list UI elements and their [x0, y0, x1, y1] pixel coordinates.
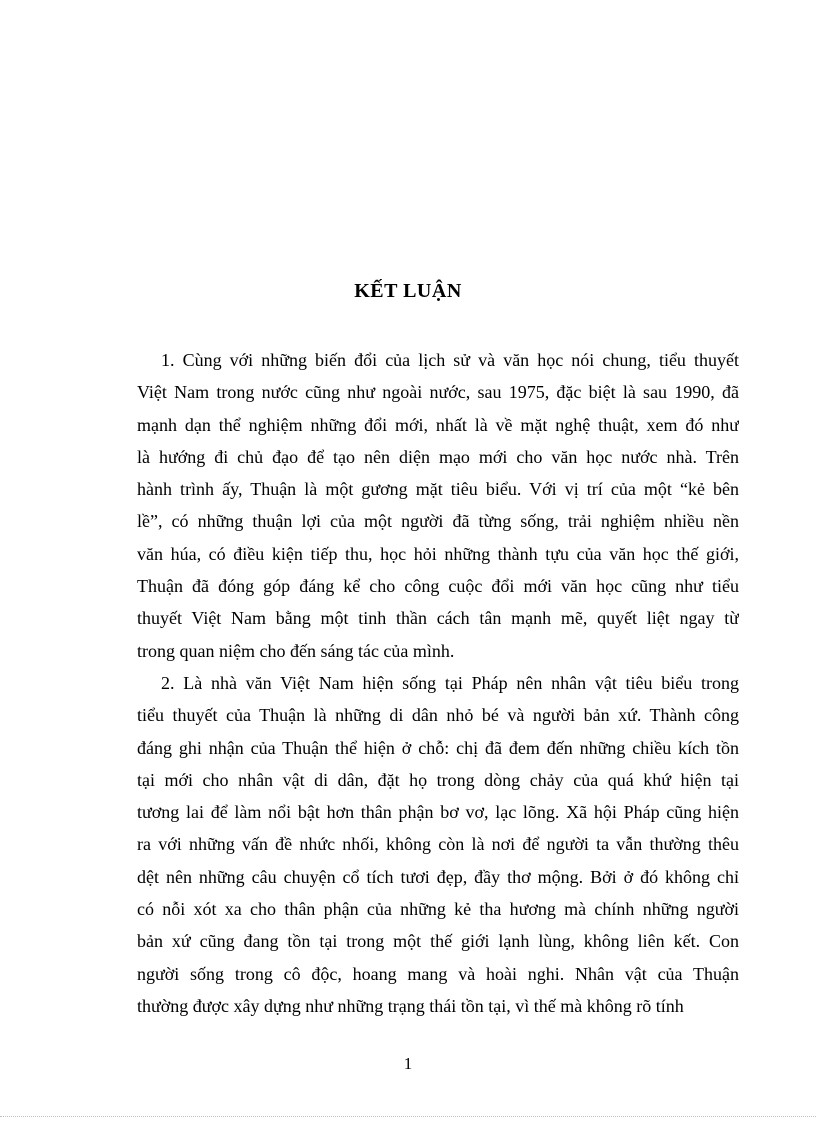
- text-line: Thuận đã đóng góp đáng kể cho công cuộc đổi mới văn học cũng như tiểu: [137, 576, 739, 597]
- text-line: dệt nên những câu chuyện cổ tích tươi đẹp, đầy thơ mộng. Bởi ở đó không chỉ: [137, 866, 739, 887]
- page-bottom-divider: [0, 1116, 816, 1117]
- text-line: có nỗi xót xa cho thân phận của những kẻ tha hương mà chính những người: [137, 899, 739, 920]
- text-line: Việt Nam trong nước cũng như ngoài nước, sau 1975, đặc biệt là sau 1990, đã: [137, 382, 739, 403]
- text-line: ra với những vấn đề nhức nhối, không còn là nơi để người ta vẫn thường thêu: [137, 834, 739, 855]
- text-line: tương lai để làm nổi bật hơn thân phận bơ vơ, lạc lõng. Xã hội Pháp cũng hiện: [137, 802, 739, 823]
- body-text: [137, 344, 739, 1022]
- text-line: lề”, có những thuận lợi của một người đã từng sống, trải nghiệm nhiều nền: [137, 511, 739, 532]
- text-line: mạnh dạn thể nghiệm những đổi mới, nhất là về mặt nghệ thuật, xem đó như: [137, 414, 739, 435]
- text-line: tại mới cho nhân vật di dân, đặt họ trong dòng chảy của quá khứ hiện tại: [137, 769, 739, 790]
- text-line: trong quan niệm cho đến sáng tác của mình.: [137, 640, 455, 661]
- text-line: là hướng đi chủ đạo để tạo nên diện mạo mới cho văn học nước nhà. Trên: [137, 446, 739, 467]
- text-line: thường được xây dựng như những trạng thái tồn tại, vì thế mà không rõ tính: [137, 995, 684, 1016]
- text-line: hành trình ấy, Thuận là một gương mặt tiêu biểu. Với vị trí của một “kẻ bên: [137, 479, 739, 500]
- text-line: 2. Là nhà văn Việt Nam hiện sống tại Pháp nên nhân vật tiêu biểu trong: [161, 672, 739, 693]
- paragraph-2: [137, 667, 739, 1022]
- page-number: 1: [403, 1054, 413, 1073]
- text-line: đáng ghi nhận của Thuận thể hiện ở chỗ: chị đã đem đến những chiều kích tồn: [137, 737, 739, 758]
- text-line: thuyết Việt Nam bằng một tinh thần cách tân mạnh mẽ, quyết liệt ngay từ: [137, 608, 739, 629]
- text-line: văn húa, có điều kiện tiếp thu, học hỏi những thành tựu của văn học thế giới,: [137, 543, 739, 564]
- text-line: bản xứ cũng đang tồn tại trong một thế giới lạnh lùng, không liên kết. Con: [137, 931, 739, 952]
- text-line: 1. Cùng với những biến đổi của lịch sử và văn học nói chung, tiểu thuyết: [161, 350, 739, 370]
- paragraph-1: [137, 344, 739, 667]
- text-line: tiểu thuyết của Thuận là những di dân nhỏ bé và người bản xứ. Thành công: [137, 705, 739, 726]
- page-title: KẾT LUẬN: [354, 280, 462, 302]
- text-line: người sống trong cô độc, hoang mang và hoài nghi. Nhân vật của Thuận: [137, 963, 739, 984]
